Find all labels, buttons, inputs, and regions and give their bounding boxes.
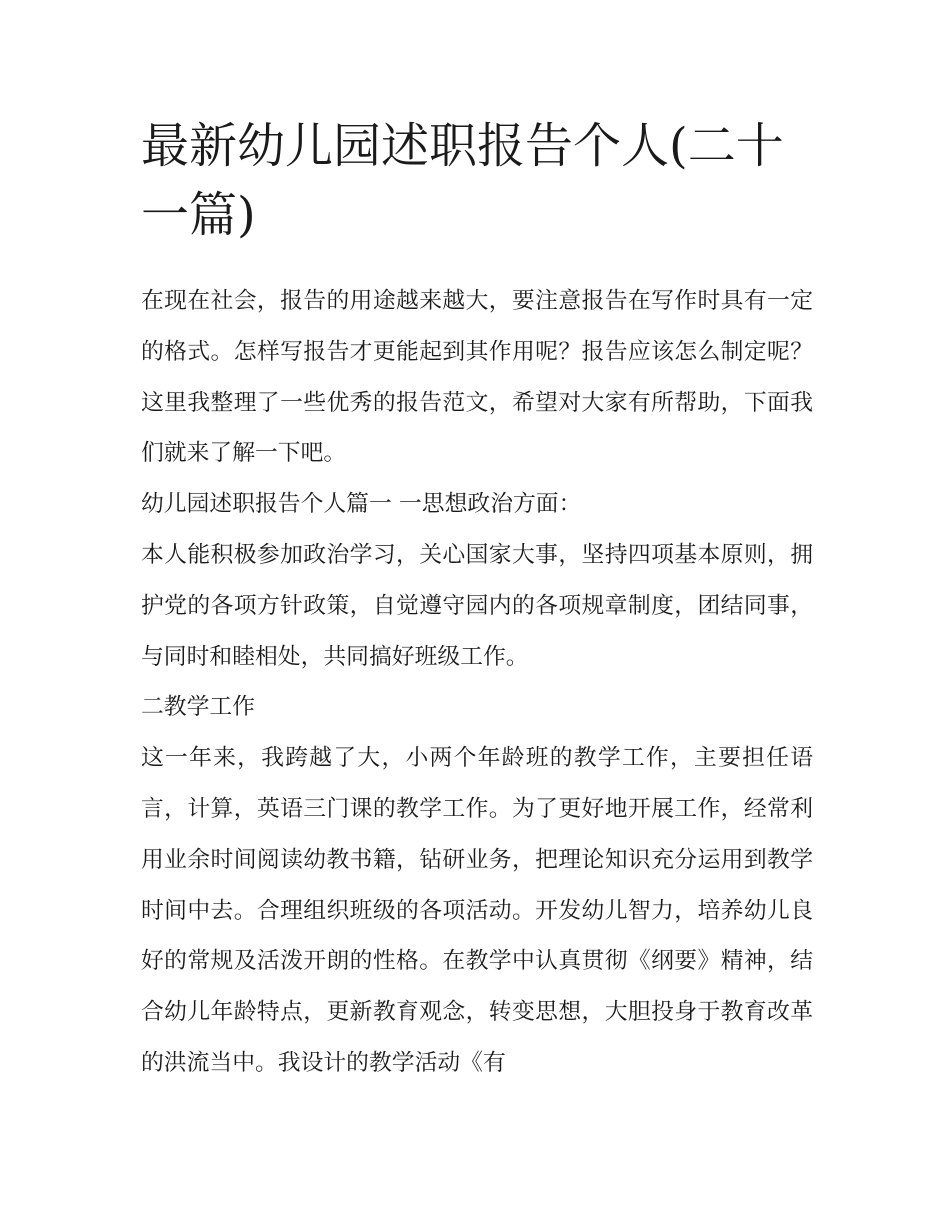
- political-paragraph: 本人能积极参加政治学习，关心国家大事，坚持四项基本原则，拥护党的各项方针政策，自觉遵守园内的各项规章制度，团结同事，与同时和睦相处，共同搞好班级工作。: [141, 541, 813, 670]
- section-heading-political: 幼儿园述职报告个人篇一 一思想政治方面：: [141, 491, 582, 518]
- document-body: [141, 112, 813, 1089]
- document-title: 最新幼儿园述职报告个人(二十一篇): [141, 118, 784, 243]
- section-heading-teaching: 二教学工作: [141, 694, 255, 721]
- teaching-paragraph: 这一年来，我跨越了大，小两个年龄班的教学工作，主要担任语言，计算，英语三门课的教学工作。为了更好地开展工作，经常利用业余时间阅读幼教书籍，钻研业务，把理论知识充分运用到教学时间中去。合理组织班级的各项活动。开发幼儿智力，培养幼儿良好的常规及活泼开朗的性格。在教学中认真贯彻《纲要》精神，结合幼儿年龄特点，更新教育观念，转变思想，大胆投身于教育改革的洪流当中。我设计的教学活动《有: [141, 745, 813, 1076]
- intro-paragraph: 在现在社会，报告的用途越来越大，要注意报告在写作时具有一定的格式。怎样写报告才更能起到其作用呢？报告应该怎么制定呢？这里我整理了一些优秀的报告范文，希望对大家有所帮助，下面我们就来了解一下吧。: [141, 288, 813, 467]
